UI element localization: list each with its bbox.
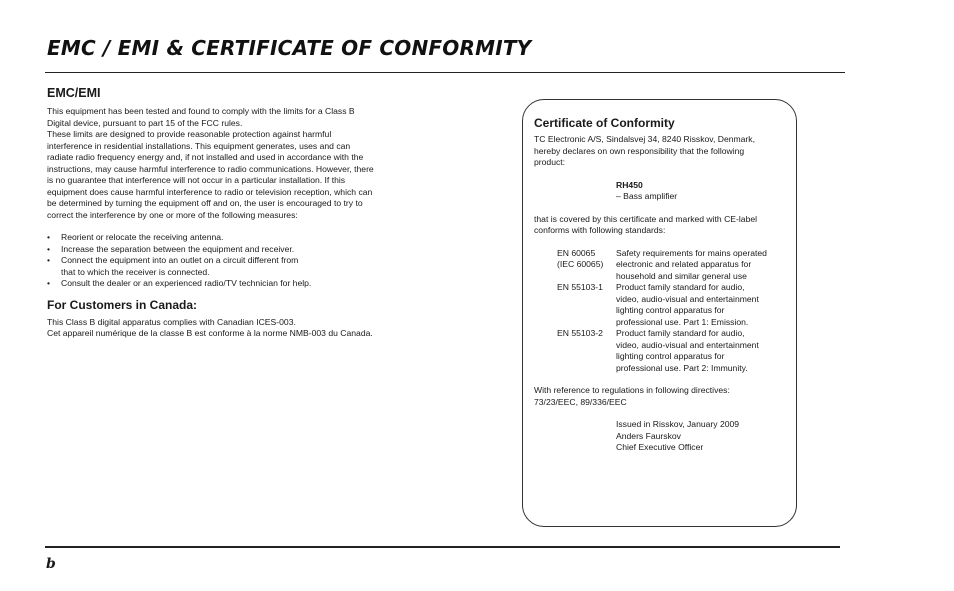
product-name: RH450 bbox=[616, 179, 643, 190]
emc-intro-line: Digital device, pursuant to part 15 of the FCC rules. bbox=[47, 117, 243, 128]
emc-heading: EMC/EMI bbox=[47, 86, 101, 100]
issued-line: Issued in Risskov, January 2009 bbox=[616, 419, 740, 429]
list-item-text: that to which the receiver is connected. bbox=[61, 266, 210, 277]
directives-line: With reference to regulations in following directives: bbox=[534, 385, 730, 395]
product-description: – Bass amplifier bbox=[616, 191, 678, 201]
emc-intro-line: be determined by turning the equipment off and on, the user is encouraged to try to bbox=[47, 198, 363, 208]
emc-intro-line: This equipment has been tested and found to comply with the limits for a Class B bbox=[47, 106, 355, 116]
standard-description-line: lighting control apparatus for bbox=[616, 305, 725, 315]
page-marker: b bbox=[46, 556, 56, 572]
standards-list bbox=[534, 248, 786, 375]
declaration-line: product: bbox=[534, 157, 566, 167]
emc-intro-line: These limits are designed to provide reasonable protection against harmful bbox=[47, 129, 332, 139]
standard-code bbox=[557, 282, 616, 328]
standard-code-line: EN 60065 bbox=[557, 247, 596, 258]
standard-description-line: electronic and related apparatus for bbox=[616, 259, 752, 269]
standard-code bbox=[557, 328, 616, 374]
emc-intro-line: is no guarantee that interference will not occur in a particular installation. If this bbox=[47, 175, 346, 185]
list-item bbox=[47, 278, 419, 290]
list-item-text: Reorient or relocate the receiving antenna. bbox=[61, 232, 224, 242]
header-rule bbox=[45, 72, 845, 73]
canada-line: Cet appareil numérique de la classe B est conforme à la norme NMB-003 du Canada. bbox=[47, 328, 373, 338]
standard-description bbox=[616, 248, 786, 283]
directives-line: 73/23/EEC, 89/336/EEC bbox=[534, 396, 627, 407]
standard-description-line: video, audio-visual and entertainment bbox=[616, 293, 759, 304]
emc-section bbox=[47, 86, 419, 340]
page-title: EMC / EMI & CERTIFICATE OF CONFORMITY bbox=[47, 36, 532, 60]
standard-row bbox=[557, 282, 786, 328]
certificate-heading: Certificate of Conformity bbox=[534, 116, 675, 130]
standard-description-line: Product family standard for audio, bbox=[616, 282, 745, 292]
standard-description-line: professional use. Part 2: Immunity. bbox=[616, 362, 748, 373]
standard-description bbox=[616, 328, 786, 374]
certificate-box bbox=[522, 99, 797, 527]
standard-description-line: professional use. Part 1: Emission. bbox=[616, 316, 749, 327]
emc-intro-line: interference in residential installations. This equipment generates, uses and can bbox=[47, 140, 351, 151]
standard-description-line: lighting control apparatus for bbox=[616, 351, 725, 361]
list-item bbox=[47, 255, 419, 278]
standard-description bbox=[616, 282, 786, 328]
emc-intro-line: radiate radio frequency energy and, if not installed and used in accordance with the bbox=[47, 152, 364, 162]
standard-row bbox=[557, 248, 786, 283]
footer-rule bbox=[45, 546, 840, 548]
emc-intro-line: instructions, may cause harmful interference to radio communications. However, there bbox=[47, 163, 374, 174]
emc-intro-line: correct the interference by one or more of the following measures: bbox=[47, 209, 298, 220]
standard-code-line: EN 55103-2 bbox=[557, 328, 603, 338]
signatory-name: Anders Faurskov bbox=[616, 430, 681, 441]
canada-line: This Class B digital apparatus complies with Canadian ICES-003. bbox=[47, 316, 296, 327]
emc-intro-line: equipment does cause harmful interference to radio or television reception, which can bbox=[47, 186, 373, 197]
list-item-text: Consult the dealer or an experienced radio/TV technician for help. bbox=[61, 278, 312, 288]
declaration-line: TC Electronic A/S, Sindalsvej 34, 8240 Risskov, Denmark, bbox=[534, 134, 755, 144]
canada-heading: For Customers in Canada: bbox=[47, 297, 198, 312]
standard-description-line: Safety requirements for mains operated bbox=[616, 247, 767, 258]
standard-code-line: EN 55103-1 bbox=[557, 282, 603, 292]
list-item bbox=[47, 244, 419, 256]
standard-description-line: household and similar general use bbox=[616, 270, 747, 281]
coverage-line: conforms with following standards: bbox=[534, 225, 666, 235]
standard-code-line: (IEC 60065) bbox=[557, 259, 604, 269]
standard-description-line: video, audio-visual and entertainment bbox=[616, 339, 759, 350]
standard-description-line: Product family standard for audio, bbox=[616, 328, 745, 338]
list-item bbox=[47, 232, 419, 244]
signatory-title: Chief Executive Officer bbox=[616, 442, 704, 452]
measures-list bbox=[47, 232, 419, 290]
standard-row bbox=[557, 328, 786, 374]
list-item-text: • Connect the equipment into an outlet on a circuit different from bbox=[61, 255, 299, 265]
coverage-line: that is covered by this certificate and marked with CE-label bbox=[534, 213, 758, 224]
declaration-line: hereby declares on own responsibility that the following bbox=[534, 145, 745, 156]
emc-intro bbox=[47, 106, 419, 221]
list-item-text: Increase the separation between the equipment and receiver. bbox=[61, 243, 295, 254]
standard-code bbox=[557, 248, 616, 283]
